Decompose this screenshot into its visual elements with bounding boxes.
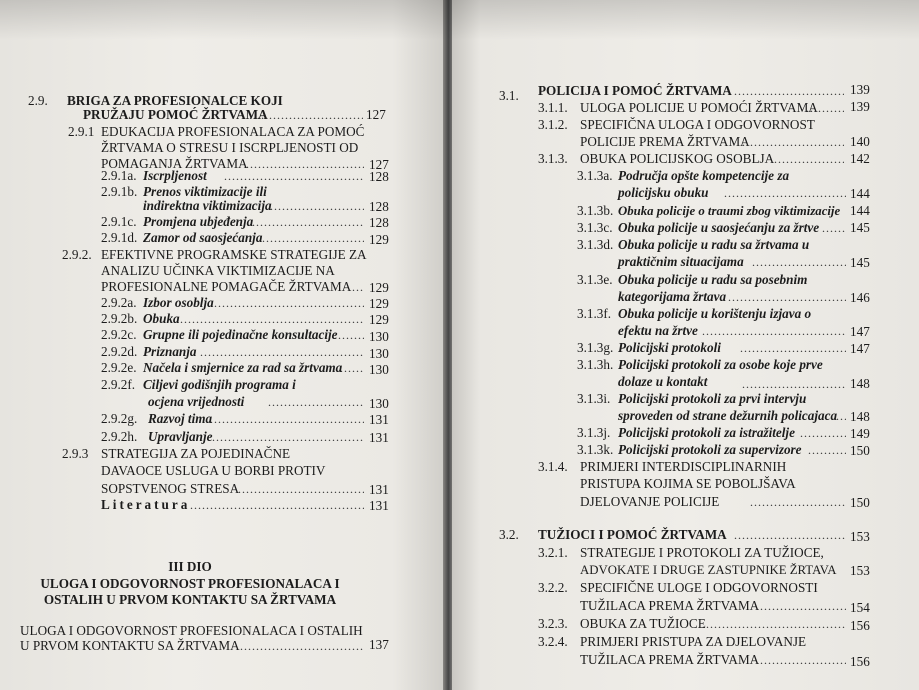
toc-page: 156 <box>850 654 870 669</box>
toc-page: 130 <box>369 362 389 377</box>
toc-title: OBUKA ZA TUŽIOCE <box>580 616 706 631</box>
toc-page: 147 <box>850 324 870 339</box>
toc-title: Obuka policije u radu sa posebnim <box>618 272 808 287</box>
toc-page: 153 <box>850 563 870 578</box>
leader-dots <box>270 198 364 214</box>
leader-dots <box>836 408 846 424</box>
leader-dots <box>740 340 846 356</box>
leader-dots <box>238 481 364 497</box>
leader-dots <box>800 425 846 441</box>
toc-title: Priznanja <box>143 344 197 359</box>
toc-num: 2.9.2a. <box>101 295 137 310</box>
toc-num: 2.9.2b. <box>101 311 138 326</box>
leader-dots <box>698 616 846 632</box>
toc-num: 2.9.2e. <box>101 360 137 375</box>
leader-dots <box>734 83 844 99</box>
part-heading: III DIO <box>168 559 212 574</box>
toc-num: 3.1.3c. <box>577 220 613 235</box>
toc-title: Policijski protokoli <box>618 340 721 355</box>
toc-title: Zamor od saosjećanja <box>143 230 263 245</box>
toc-title: efektu na žrtve <box>618 323 698 338</box>
toc-page: 150 <box>850 495 870 510</box>
toc-title: dolaze u kontakt <box>618 374 708 389</box>
toc-page: 130 <box>369 329 389 344</box>
leader-dots <box>734 527 846 543</box>
leader-dots <box>240 638 364 654</box>
toc-page: 127 <box>369 157 389 172</box>
part-subtitle: ULOGA I ODGOVORNOST PROFESIONALACA I <box>40 576 340 591</box>
leader-dots <box>808 442 846 458</box>
toc-title: TUŽIOCI I POMOĆ ŽRTVAMA <box>538 527 727 542</box>
toc-page: 148 <box>850 376 870 391</box>
toc-num: 2.9.1c. <box>101 214 137 229</box>
toc-num: 2.9.1d. <box>101 230 138 245</box>
toc-title: Prenos viktimizacije ili <box>143 184 267 199</box>
toc-title: TUŽILACA PREMA ŽRTVAMA <box>580 598 760 613</box>
toc-title: TUŽILACA PREMA ŽRTVAMA <box>580 652 760 667</box>
leader-dots <box>268 394 364 410</box>
toc-title: praktičnim situacijama <box>618 254 744 269</box>
toc-title: POLICIJA I POMOĆ ŽRTVAMA <box>538 83 732 98</box>
toc-title: SPECIFIČNA ULOGA I ODGOVORNOST <box>580 117 815 132</box>
toc-page: 147 <box>850 341 870 356</box>
toc-num: 3.1.3i. <box>577 391 611 406</box>
leader-dots <box>262 230 364 246</box>
toc-title: PROFESIONALNE POMAGAČE ŽRTVAMA <box>101 279 352 294</box>
toc-title: ŽRTVAMA O STRESU I ISCRPLJENOSTI OD <box>101 140 359 155</box>
toc-page: 129 <box>369 296 389 311</box>
toc-page: 154 <box>850 600 870 615</box>
toc-page: 128 <box>369 215 389 230</box>
toc-num: 2.9.1a. <box>101 168 137 183</box>
leader-dots <box>752 254 846 270</box>
toc-title: kategorijama žrtava <box>618 289 727 304</box>
part-subtitle: OSTALIH U PRVOM KONTAKTU SA ŽRTVAMA <box>43 592 337 607</box>
toc-num: 3.1.2. <box>538 117 568 132</box>
toc-title: Načela i smjernice za rad sa žrtvama <box>143 360 343 375</box>
toc-title: Obuka policije o traumi zbog viktimizacije <box>618 204 841 218</box>
toc-num: 2.9.2d. <box>101 344 138 359</box>
toc-page: 140 <box>850 134 870 149</box>
leader-dots <box>750 494 846 510</box>
toc-title: OBUKA POLICIJSKOG OSOBLJA <box>580 151 775 166</box>
toc-page: 131 <box>369 430 389 445</box>
leader-dots <box>774 151 844 167</box>
leader-dots <box>742 134 844 150</box>
toc-title: Izbor osoblja <box>143 295 214 310</box>
leader-dots <box>249 107 363 123</box>
toc-title: Obuka policije u korištenju izjava o <box>618 306 812 321</box>
toc-title: Policijski protokoli za supervizore <box>618 442 802 457</box>
toc-page: 139 <box>850 99 870 114</box>
leader-dots <box>742 376 846 392</box>
toc-title: PRIMJERI PRISTUPA ZA DJELOVANJE <box>580 634 807 649</box>
leader-dots <box>214 295 364 311</box>
toc-page: 131 <box>369 498 389 513</box>
toc-page: 145 <box>850 255 870 270</box>
toc-page: 131 <box>369 412 389 427</box>
toc-num: 2.9.1 <box>68 124 95 139</box>
toc-page: 146 <box>850 290 870 305</box>
toc-num: 2.9.2f. <box>101 377 136 392</box>
toc-title: DJELOVANJE POLICIJE <box>580 494 720 509</box>
toc-title: SOPSTVENOG STRESA <box>101 481 240 496</box>
toc-num: 3.1.3a. <box>577 168 613 183</box>
toc-page: 153 <box>850 529 870 544</box>
toc-title: ULOGA I ODGOVORNOST PROFESIONALACA I OSTALIH <box>20 623 363 638</box>
toc-num: 2.9.2. <box>62 247 92 262</box>
toc-num: 3.2.2. <box>538 580 568 595</box>
toc-num: 3.2.3. <box>538 616 568 631</box>
leader-dots <box>334 327 364 343</box>
toc-title: BRIGA ZA PROFESIONALCE KOJI <box>67 93 283 108</box>
toc-num: 3.1.4. <box>538 459 568 474</box>
toc-page: 149 <box>850 426 870 441</box>
toc-title: STRATEGIJE I PROTOKOLI ZA TUŽIOCE, <box>580 545 824 560</box>
toc-num: 3.2.4. <box>538 634 568 649</box>
toc-page: 156 <box>850 618 870 633</box>
toc-page: 128 <box>369 199 389 214</box>
toc-page: 128 <box>369 169 389 184</box>
toc-title: Razvoj tima <box>148 411 213 426</box>
toc-num: 3.1. <box>499 88 519 103</box>
toc-title: Iscrpljenost <box>143 168 207 183</box>
toc-title: Policijski protokoli za prvi intervju <box>618 391 807 406</box>
right-page <box>452 0 919 690</box>
leader-dots <box>702 323 846 339</box>
leader-dots <box>200 344 364 360</box>
toc-num: 2.9.2h. <box>101 429 138 444</box>
toc-title: Policijski protokoli za istražitelje <box>618 425 795 440</box>
toc-title: PRUŽAJU POMOĆ ŽRTVAMA <box>83 107 268 122</box>
toc-title: Obuka <box>143 311 180 326</box>
toc-title: Područja opšte kompetencije za <box>618 168 790 183</box>
toc-title: POLICIJE PREMA ŽRTVAMA <box>580 134 750 149</box>
toc-num: 3.1.3k. <box>577 442 614 457</box>
toc-title: EDUKACIJA PROFESIONALACA ZA POMOĆ <box>101 124 365 139</box>
toc-title: policijsku obuku <box>618 185 709 200</box>
literature-title: Literatura <box>101 497 191 512</box>
toc-title: STRATEGIJA ZA POJEDINAČNE <box>101 446 291 461</box>
toc-page: 144 <box>850 203 870 218</box>
toc-num: 3.2.1. <box>538 545 568 560</box>
toc-page: 142 <box>850 151 870 166</box>
left-page <box>0 0 446 690</box>
photo-shadow <box>0 0 919 40</box>
leader-dots <box>224 168 364 184</box>
toc-page: 137 <box>369 637 389 652</box>
toc-num: 3.1.3f. <box>577 306 612 321</box>
toc-title: ADVOKATE I DRUGE ZASTUPNIKE ŽRTAVA <box>580 563 837 577</box>
toc-num: 3.1.3j. <box>577 425 611 440</box>
toc-page: 130 <box>369 346 389 361</box>
toc-page: 130 <box>369 396 389 411</box>
toc-num: 3.1.3g. <box>577 340 614 355</box>
toc-num: 2.9.1b. <box>101 184 138 199</box>
leader-dots <box>756 598 846 614</box>
leader-dots <box>724 185 846 201</box>
toc-title: Obuka policije u radu sa žrtvama u <box>618 237 810 252</box>
leader-dots <box>252 214 364 230</box>
toc-page: 148 <box>850 409 870 424</box>
leader-dots <box>806 100 844 116</box>
toc-title: sproveden od strane dežurnih policajaca <box>618 408 838 423</box>
toc-page: 145 <box>850 220 870 235</box>
toc-title: indirektna viktimizacija <box>143 198 272 213</box>
leader-dots <box>340 360 364 376</box>
toc-num: 3.1.3. <box>538 151 568 166</box>
toc-title: PRISTUPA KOJIMA SE POBOLJŠAVA <box>580 476 796 491</box>
toc-page: 127 <box>366 107 386 122</box>
leader-dots <box>728 289 846 305</box>
toc-title: ocjena vrijednosti <box>148 394 245 409</box>
leader-dots <box>822 220 846 236</box>
toc-page: 139 <box>850 82 870 97</box>
toc-num: 3.1.1. <box>538 100 568 115</box>
toc-page: 129 <box>369 280 389 295</box>
toc-title: POMAGANJA ŽRTVAMA <box>101 156 248 171</box>
toc-page: 144 <box>850 186 870 201</box>
toc-title: EFEKTIVNE PROGRAMSKE STRATEGIJE ZA <box>101 247 367 262</box>
toc-num: 3.1.3e. <box>577 272 613 287</box>
toc-num: 2.9.2g. <box>101 411 138 426</box>
toc-title: Obuka policije u saosjećanju za žrtve <box>618 220 820 235</box>
toc-title: Policijski protokoli za osobe koje prve <box>618 357 823 372</box>
toc-title: Ciljevi godišnjih programa i <box>143 377 296 392</box>
leader-dots <box>348 279 364 295</box>
toc-title: Upravljanje <box>148 429 213 444</box>
leader-dots <box>180 311 364 327</box>
toc-num: 3.1.3b. <box>577 203 614 218</box>
toc-num: 2.9.2c. <box>101 327 137 342</box>
toc-num: 3.1.3h. <box>577 357 614 372</box>
toc-title: DAVAOCE USLUGA U BORBI PROTIV <box>101 463 326 478</box>
toc-title: Grupne ili pojedinačne konsultacije <box>143 327 338 342</box>
toc-num: 3.1.3d. <box>577 237 614 252</box>
leader-dots <box>210 411 364 427</box>
toc-num: 2.9.3 <box>62 446 89 461</box>
toc-num: 2.9. <box>28 93 48 108</box>
toc-page: 131 <box>369 482 389 497</box>
toc-num: 3.2. <box>499 527 519 542</box>
toc-page: 129 <box>369 232 389 247</box>
leader-dots <box>212 429 364 445</box>
toc-title: ANALIZU UČINKA VIKTIMIZACIJE NA <box>101 263 335 278</box>
toc-title: SPECIFIČNE ULOGE I ODGOVORNOSTI <box>580 580 818 595</box>
toc-title: PRIMJERI INTERDISCIPLINARNIH <box>580 459 787 474</box>
leader-dots <box>756 652 846 668</box>
leader-dots <box>190 497 364 513</box>
toc-page: 150 <box>850 443 870 458</box>
toc-page: 129 <box>369 312 389 327</box>
toc-title: Promjena ubjeđenja <box>143 214 254 229</box>
toc-title: ULOGA POLICIJE U POMOĆI ŽRTVAMA <box>580 100 818 115</box>
toc-title: U PRVOM KONTAKTU SA ŽRTVAMA <box>20 638 240 653</box>
